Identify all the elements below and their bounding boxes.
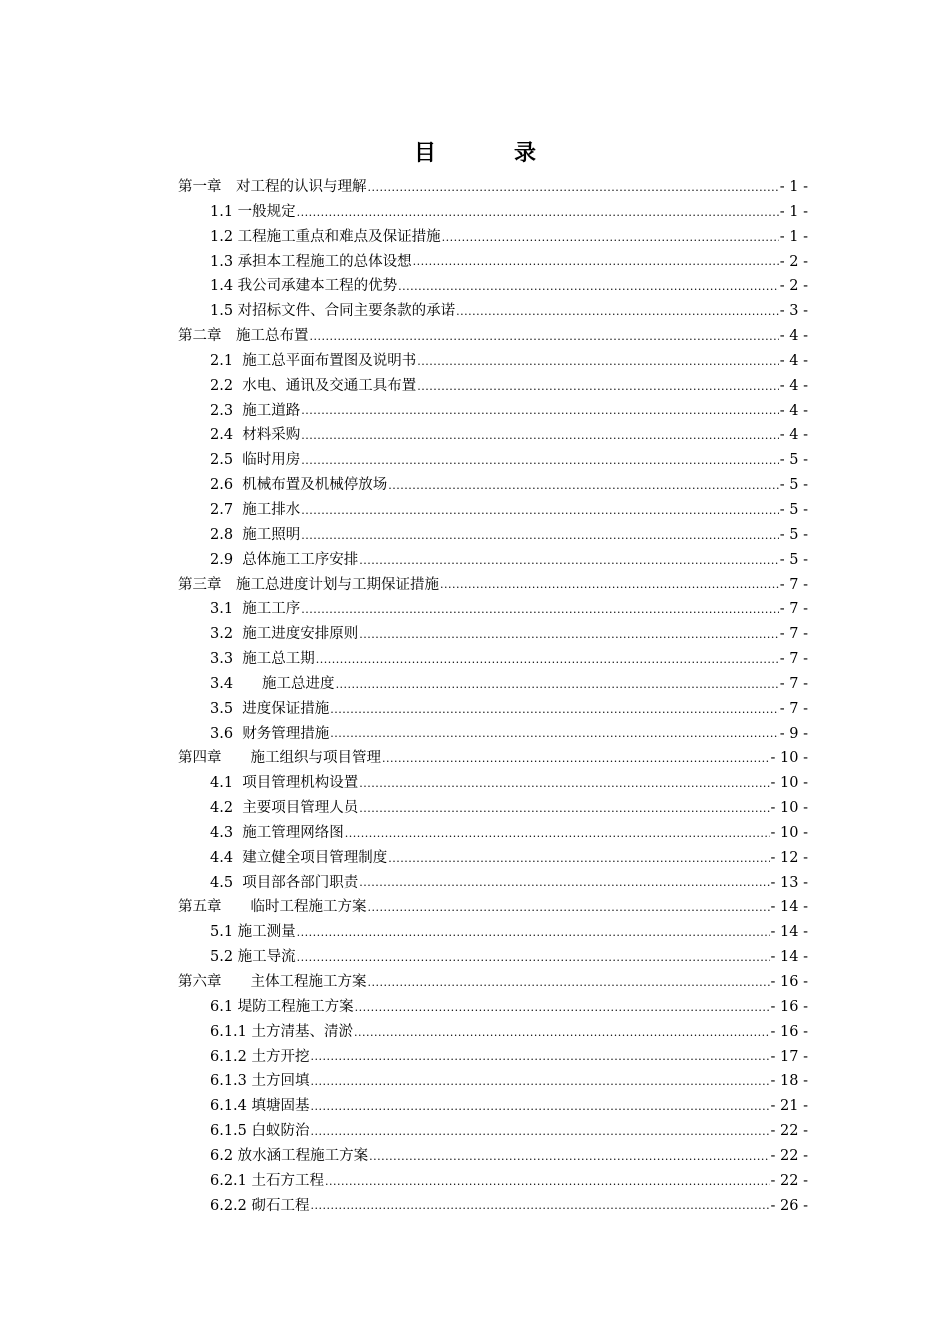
- toc-section-entry[interactable]: [178, 722, 808, 747]
- toc-entry-label: 6.1.1 土方清基、清淤: [210, 1023, 354, 1040]
- toc-dot-leader: [359, 873, 769, 893]
- toc-page-number: - 7 -: [779, 700, 808, 717]
- toc-section-entry[interactable]: [178, 349, 808, 374]
- toc-dot-leader: [301, 451, 778, 471]
- toc-section-entry[interactable]: [178, 225, 808, 250]
- toc-section-entry[interactable]: [178, 1045, 808, 1070]
- toc-page-number: - 10 -: [770, 775, 808, 792]
- toc-dot-leader: [368, 973, 770, 993]
- toc-chapter-entry[interactable]: [178, 175, 808, 200]
- toc-dot-leader: [311, 1196, 770, 1216]
- toc-entry-label: 第五章 临时工程施工方案: [178, 899, 367, 916]
- toc-page-number: - 18 -: [770, 1073, 808, 1090]
- toc-entry-label: 3.4 施工总进度: [210, 675, 335, 692]
- toc-section-entry[interactable]: [178, 200, 808, 225]
- toc-section-entry[interactable]: [178, 548, 808, 573]
- toc-page-number: - 1 -: [779, 228, 808, 245]
- toc-dot-leader: [355, 998, 770, 1018]
- toc-dot-leader: [297, 948, 770, 968]
- toc-page-number: - 16 -: [770, 998, 808, 1015]
- toc-section-entry[interactable]: [178, 448, 808, 473]
- toc-dot-leader: [311, 1097, 770, 1117]
- toc-section-entry[interactable]: [178, 1194, 808, 1219]
- toc-dot-leader: [359, 774, 769, 794]
- toc-dot-leader: [440, 575, 779, 595]
- toc-dot-leader: [413, 252, 779, 272]
- toc-page-number: - 7 -: [779, 651, 808, 668]
- toc-page-number: - 1 -: [779, 179, 808, 195]
- toc-entry-label: 2.8 施工照明: [210, 526, 301, 543]
- toc-entry-label: 4.5 项目部各部门职责: [210, 874, 359, 891]
- toc-entry-label: 2.7 施工排水: [210, 501, 301, 518]
- toc-entry-label: 3.3 施工总工期: [210, 651, 315, 668]
- toc-page-number: - 10 -: [770, 800, 808, 817]
- toc-page-number: - 2 -: [779, 253, 808, 270]
- toc-section-entry[interactable]: [178, 1020, 808, 1045]
- toc-entry-label: 6.2.2 砌石工程: [210, 1197, 310, 1214]
- toc-page-number: - 5 -: [779, 477, 808, 494]
- toc-page-number: - 3 -: [779, 303, 808, 320]
- toc-section-entry[interactable]: [178, 697, 808, 722]
- toc-chapter-entry[interactable]: [178, 324, 808, 349]
- toc-page-number: - 10 -: [770, 750, 808, 767]
- toc-dot-leader: [417, 352, 778, 372]
- toc-entry-label: 2.4 材料采购: [210, 427, 301, 444]
- toc-page-number: - 2 -: [779, 278, 808, 295]
- toc-section-entry[interactable]: [178, 871, 808, 896]
- toc-dot-leader: [301, 600, 778, 620]
- toc-section-entry[interactable]: [178, 1094, 808, 1119]
- toc-page-number: - 22 -: [770, 1123, 808, 1140]
- toc-page-number: - 4 -: [779, 427, 808, 444]
- toc-page-number: - 12 -: [770, 849, 808, 866]
- toc-section-entry[interactable]: [178, 374, 808, 399]
- toc-section-entry[interactable]: [178, 498, 808, 523]
- toc-entry-label: 2.2 水电、通讯及交通工具布置: [210, 377, 417, 394]
- toc-dot-leader: [311, 1047, 770, 1067]
- toc-section-entry[interactable]: [178, 597, 808, 622]
- toc-entry-label: 3.5 进度保证措施: [210, 700, 330, 717]
- toc-page-number: - 7 -: [779, 626, 808, 643]
- toc-page-number: - 5 -: [779, 551, 808, 568]
- toc-page-number: - 22 -: [770, 1147, 808, 1164]
- toc-entry-label: 第一章 对工程的认识与理解: [178, 179, 367, 195]
- toc-dot-leader: [301, 426, 778, 446]
- toc-entry-label: 6.2.1 土石方工程: [210, 1172, 325, 1189]
- toc-section-entry[interactable]: [178, 995, 808, 1020]
- toc-entry-label: 第三章 施工总进度计划与工期保证措施: [178, 576, 439, 593]
- toc-entry-label: 5.2 施工导流: [210, 949, 296, 966]
- toc-section-entry[interactable]: [178, 299, 808, 324]
- toc-section-entry[interactable]: [178, 920, 808, 945]
- toc-dot-leader: [301, 401, 778, 421]
- toc-page-number: - 1 -: [779, 203, 808, 220]
- toc-entry-label: 6.1 堤防工程施工方案: [210, 998, 354, 1015]
- toc-page-number: - 5 -: [779, 452, 808, 469]
- toc-section-entry[interactable]: [178, 647, 808, 672]
- toc-dot-leader: [369, 1147, 769, 1167]
- toc-section-entry[interactable]: [178, 846, 808, 871]
- toc-entry-label: 6.1.4 填塘固基: [210, 1098, 310, 1115]
- toc-section-entry[interactable]: [178, 622, 808, 647]
- toc-dot-leader: [354, 1023, 770, 1043]
- toc-dot-leader: [316, 650, 779, 670]
- toc-page-number: - 14 -: [770, 899, 808, 916]
- toc-page-number: - 16 -: [770, 1023, 808, 1040]
- toc-page-number: - 14 -: [770, 924, 808, 941]
- toc-section-entry[interactable]: [178, 771, 808, 796]
- toc-page-number: - 7 -: [779, 675, 808, 692]
- toc-dot-leader: [301, 526, 778, 546]
- toc-dot-leader: [382, 749, 770, 769]
- toc-entry-label: 第六章 主体工程施工方案: [178, 974, 367, 990]
- toc-page-number: - 10 -: [770, 824, 808, 841]
- toc-page-number: - 7 -: [779, 576, 808, 593]
- toc-page-number: - 4 -: [779, 328, 808, 345]
- toc-page-number: - 17 -: [770, 1048, 808, 1065]
- toc-page-number: - 21 -: [770, 1098, 808, 1115]
- toc-dot-leader: [456, 302, 779, 322]
- toc-page-number: - 5 -: [779, 526, 808, 543]
- toc-dot-leader: [310, 327, 779, 347]
- toc-entry-label: 3.1 施工工序: [210, 601, 301, 618]
- toc-section-entry[interactable]: [178, 672, 808, 697]
- toc-dot-leader: [297, 923, 770, 943]
- table-of-contents: [178, 175, 808, 1218]
- toc-dot-leader: [359, 551, 778, 571]
- toc-dot-leader: [388, 476, 778, 496]
- toc-entry-label: 4.3 施工管理网络图: [210, 824, 344, 841]
- toc-entry-label: 6.2 放水涵工程施工方案: [210, 1147, 369, 1164]
- toc-chapter-entry[interactable]: [178, 573, 808, 598]
- toc-entry-label: 第四章 施工组织与项目管理: [178, 750, 381, 767]
- toc-entry-label: 4.1 项目管理机构设置: [210, 775, 359, 792]
- toc-entry-label: 1.3 承担本工程施工的总体设想: [210, 253, 412, 270]
- toc-entry-label: 3.2 施工进度安排原则: [210, 626, 359, 643]
- toc-entry-label: 2.5 临时用房: [210, 452, 301, 469]
- toc-dot-leader: [330, 724, 778, 744]
- toc-page-number: - 4 -: [779, 352, 808, 369]
- toc-page-number: - 26 -: [770, 1197, 808, 1214]
- toc-dot-leader: [388, 849, 769, 869]
- toc-chapter-entry[interactable]: [178, 895, 808, 920]
- toc-section-entry[interactable]: [178, 274, 808, 299]
- toc-entry-label: 2.6 机械布置及机械停放场: [210, 477, 388, 494]
- toc-entry-label: 4.2 主要项目管理人员: [210, 800, 359, 817]
- toc-entry-label: 6.1.5 白蚁防治: [210, 1123, 310, 1140]
- toc-dot-leader: [417, 377, 778, 397]
- toc-dot-leader: [325, 1172, 770, 1192]
- toc-section-entry[interactable]: [178, 423, 808, 448]
- toc-dot-leader: [330, 700, 778, 720]
- toc-section-entry[interactable]: [178, 1069, 808, 1094]
- toc-section-entry[interactable]: [178, 796, 808, 821]
- toc-page-number: - 22 -: [770, 1172, 808, 1189]
- toc-page-number: - 4 -: [779, 402, 808, 419]
- toc-dot-leader: [398, 277, 779, 297]
- toc-dot-leader: [297, 203, 779, 223]
- toc-page-number: - 7 -: [779, 601, 808, 618]
- toc-dot-leader: [368, 898, 770, 918]
- toc-page-number: - 14 -: [770, 949, 808, 966]
- toc-section-entry[interactable]: [178, 399, 808, 424]
- toc-entry-label: 3.6 财务管理措施: [210, 725, 330, 742]
- toc-dot-leader: [442, 228, 779, 248]
- toc-section-entry[interactable]: [178, 821, 808, 846]
- toc-entry-label: 5.1 施工测量: [210, 924, 296, 941]
- toc-section-entry[interactable]: [178, 250, 808, 275]
- toc-chapter-entry[interactable]: [178, 970, 808, 995]
- page-title: 目 录: [413, 140, 564, 166]
- toc-dot-leader: [359, 799, 769, 819]
- toc-section-entry[interactable]: [178, 1119, 808, 1144]
- toc-page-number: - 4 -: [779, 377, 808, 394]
- toc-entry-label: 6.1.2 土方开挖: [210, 1048, 310, 1065]
- toc-entry-label: 2.9 总体施工工序安排: [210, 551, 359, 568]
- toc-dot-leader: [311, 1122, 770, 1142]
- toc-section-entry[interactable]: [178, 1169, 808, 1194]
- toc-entry-label: 1.5 对招标文件、合同主要条款的承诺: [210, 303, 456, 320]
- toc-dot-leader: [336, 675, 779, 695]
- toc-entry-label: 4.4 建立健全项目管理制度: [210, 849, 388, 866]
- toc-dot-leader: [359, 625, 778, 645]
- toc-entry-label: 2.1 施工总平面布置图及说明书: [210, 352, 417, 369]
- toc-page-number: - 9 -: [779, 725, 808, 742]
- toc-page-number: - 16 -: [770, 974, 808, 990]
- toc-entry-label: 6.1.3 土方回填: [210, 1073, 310, 1090]
- toc-chapter-entry[interactable]: [178, 746, 808, 771]
- toc-section-entry[interactable]: [178, 473, 808, 498]
- toc-section-entry[interactable]: [178, 945, 808, 970]
- toc-entry-label: 1.4 我公司承建本工程的优势: [210, 278, 398, 295]
- toc-entry-label: 2.3 施工道路: [210, 402, 301, 419]
- toc-page-number: - 5 -: [779, 501, 808, 518]
- toc-dot-leader: [311, 1072, 770, 1092]
- toc-dot-leader: [301, 501, 778, 521]
- toc-page-number: - 13 -: [770, 874, 808, 891]
- toc-dot-leader: [368, 178, 779, 198]
- toc-dot-leader: [345, 824, 770, 844]
- toc-entry-label: 1.2 工程施工重点和难点及保证措施: [210, 228, 441, 245]
- toc-entry-label: 第二章 施工总布置: [178, 328, 309, 345]
- toc-section-entry[interactable]: [178, 1144, 808, 1169]
- toc-section-entry[interactable]: [178, 523, 808, 548]
- toc-entry-label: 1.1 一般规定: [210, 203, 296, 220]
